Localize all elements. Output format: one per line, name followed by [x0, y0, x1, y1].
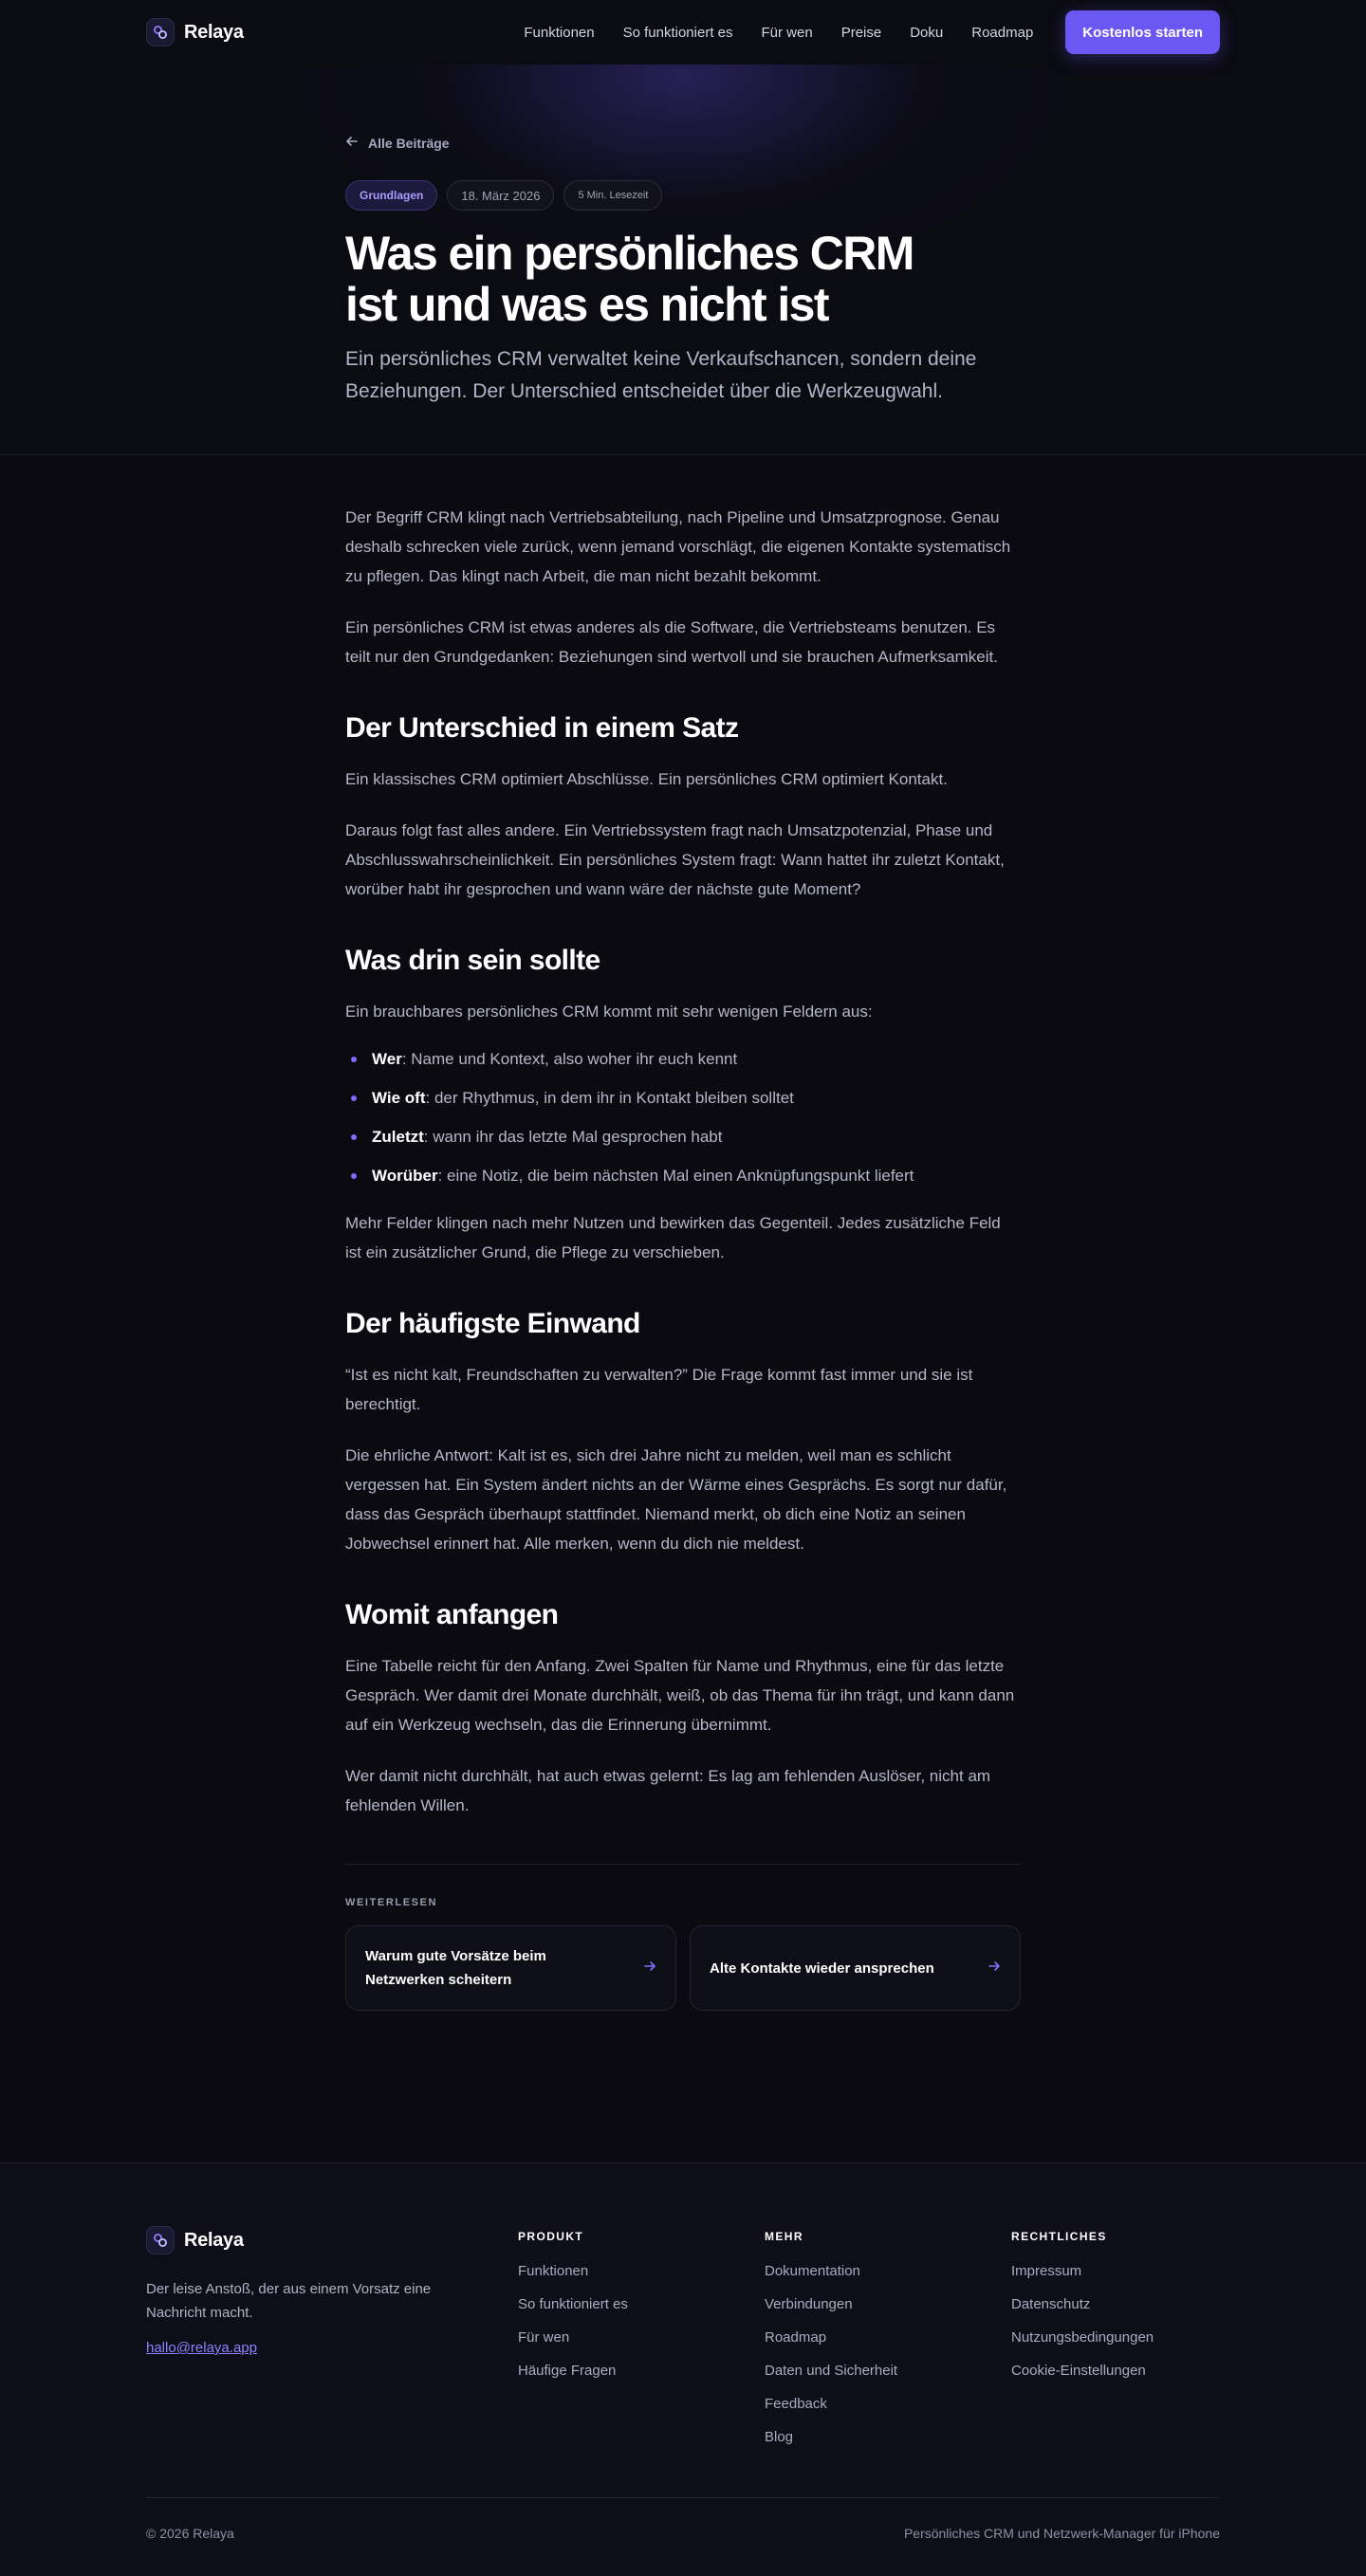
- nav-link-fuer-wen[interactable]: Für wen: [761, 24, 813, 41]
- footer-column-mehr: [765, 2230, 897, 2461]
- lead-paragraph: Ein persönliches CRM verwaltet keine Verkaufschancen, sondern deine Beziehungen. Der Unterschied entscheidet über die Werkzeugwahl.: [345, 348, 977, 402]
- article-paragraph: Wer damit nicht durchhält, hat auch etwas gelernt: Es lag am fehlenden Auslöser, nicht am fehlenden Willen.: [345, 1767, 991, 1814]
- back-label: Alle Beiträge: [368, 135, 450, 151]
- page-title: [345, 228, 952, 330]
- footer-divider: [146, 2497, 1220, 2498]
- article-paragraph: Die ehrliche Antwort: Kalt ist es, sich drei Jahre nicht zu melden, weil man es schlicht vergessen hat. Ein System ändert nichts an der Wärme eines Gesprächs. Es sorgt nur dafür, dass das Gespräch überhaupt stattfindet. Niemand merkt, ob dich eine Notiz an seinen Jobwechsel erinnert hat. Alle merken, wenn du dich nie meldest.: [345, 1446, 1007, 1553]
- arrow-right-icon: [988, 1960, 1001, 1978]
- footer-brand-name: Relaya: [184, 2229, 244, 2251]
- divider: [345, 1864, 1021, 1865]
- article-body: [345, 503, 1021, 2011]
- article-paragraph: Ein brauchbares persönliches CRM kommt mit sehr wenigen Feldern aus:: [345, 1003, 873, 1021]
- footer-tagline: Der leise Anstoß, der aus einem Vorsatz eine Nachricht macht.: [146, 2281, 432, 2321]
- footer-column-heading: PRODUKT: [518, 2230, 584, 2243]
- start-free-button[interactable]: Kostenlos starten: [1065, 10, 1220, 54]
- title-line-1: Was ein persönliches CRM: [345, 227, 914, 280]
- related-post-title: Warum gute Vorsätze beim Netzwerken scheitern: [365, 1948, 546, 1988]
- list-item: [345, 1087, 1021, 1110]
- list-item-text: : wann ihr das letzte Mal gesprochen habt: [423, 1128, 723, 1146]
- article-paragraph: Eine Tabelle reicht für den Anfang. Zwei Spalten für Name und Rhythmus, eine für das letzte Gespräch. Wer damit drei Monate durchhält, weiß, ob das Thema für ihn trägt, und kann dann auf ein Werkzeug wechseln, das die Erinnerung übernimmt.: [345, 1657, 1015, 1734]
- nav-link-doku[interactable]: Doku: [910, 24, 944, 41]
- read-more-label: WEITERLESEN: [345, 1897, 438, 1908]
- related-post-card[interactable]: [345, 1925, 676, 2011]
- footer-link[interactable]: Häufige Fragen: [518, 2363, 617, 2379]
- related-post-title: Alte Kontakte wieder ansprechen: [710, 1960, 934, 1977]
- footer-product-line: Persönliches CRM und Netzwerk-Manager für iPhone: [903, 2526, 1220, 2541]
- article-paragraph: “Ist es nicht kalt, Freundschaften zu verwalten?” Die Frage kommt fast immer und sie ist berechtigt.: [345, 1366, 973, 1413]
- arrow-left-icon: [345, 135, 359, 151]
- nav-link-funktionen[interactable]: Funktionen: [524, 24, 595, 41]
- related-posts: [345, 1925, 1021, 2011]
- post-date: 18. März 2026: [447, 180, 554, 211]
- list-item-term: Wer: [372, 1050, 402, 1068]
- list-item: [345, 1048, 1021, 1071]
- list-item-term: Worüber: [372, 1167, 438, 1185]
- back-to-posts-link[interactable]: [345, 135, 1021, 151]
- footer-link[interactable]: Datenschutz: [1011, 2296, 1091, 2312]
- field-list: [345, 1048, 1021, 1187]
- footer-link[interactable]: Roadmap: [765, 2329, 827, 2346]
- nav-link-preise[interactable]: Preise: [840, 24, 882, 41]
- list-item: [345, 1126, 1021, 1149]
- article-paragraph: Mehr Felder klingen nach mehr Nutzen und bewirken das Gegenteil. Jedes zusätzliche Feld ist ein zusätzlicher Grund, die Pflege zu verschieben.: [345, 1214, 1001, 1261]
- arrow-right-icon: [643, 1960, 656, 1978]
- footer-column-heading: MEHR: [765, 2230, 803, 2243]
- post-meta: [345, 180, 1021, 211]
- footer-column-rechtliches: [1011, 2230, 1154, 2395]
- section-heading: Der häufigste Einwand: [345, 1308, 640, 1339]
- footer-link[interactable]: Funktionen: [518, 2263, 589, 2279]
- footer-link[interactable]: Nutzungsbedingungen: [1011, 2329, 1154, 2346]
- related-post-card[interactable]: [690, 1925, 1021, 2011]
- footer-link[interactable]: Dokumentation: [765, 2263, 860, 2279]
- top-navigation: [0, 0, 1366, 64]
- list-item-text: : Name und Kontext, also woher ihr euch kennt: [401, 1050, 738, 1068]
- list-item-text: : der Rhythmus, in dem ihr in Kontakt bleiben solltet: [425, 1089, 794, 1107]
- footer-column-produkt: [518, 2230, 628, 2395]
- footer-link[interactable]: Daten und Sicherheit: [765, 2363, 898, 2379]
- list-item-term: Wie oft: [372, 1089, 426, 1107]
- copyright: © 2026 Relaya: [146, 2526, 234, 2541]
- footer-brand-link[interactable]: [146, 2226, 244, 2254]
- footer-link[interactable]: Feedback: [765, 2396, 827, 2412]
- relaya-logo-icon: [146, 2226, 175, 2254]
- nav-links: [495, 10, 1220, 54]
- list-item-term: Zuletzt: [372, 1128, 424, 1146]
- article-paragraph: Ein persönliches CRM ist etwas anderes als die Software, die Vertriebsteams benutzen. Es teilt nur den Grundgedanken: Beziehungen sind wertvoll und sie brauchen Aufmerksamkeit.: [345, 618, 998, 666]
- section-heading: Was drin sein sollte: [345, 945, 600, 976]
- title-line-2: ist und was es nicht ist: [345, 278, 828, 331]
- footer-email-link[interactable]: hallo@relaya.app: [146, 2340, 257, 2356]
- footer-link[interactable]: Cookie-Einstellungen: [1011, 2363, 1146, 2379]
- footer-link[interactable]: So funktioniert es: [518, 2296, 628, 2312]
- section-heading: Der Unterschied in einem Satz: [345, 712, 739, 744]
- footer: [0, 2162, 1366, 2576]
- section-heading: Womit anfangen: [345, 1599, 559, 1630]
- footer-link[interactable]: Impressum: [1011, 2263, 1082, 2279]
- article-paragraph: Der Begriff CRM klingt nach Vertriebsabteilung, nach Pipeline und Umsatzprognose. Genau deshalb schrecken viele zurück, wenn jemand vorschlägt, die eigenen Kontakte systematisch zu pflegen. Das klingt nach Arbeit, die man nicht bezahlt bekommt.: [345, 508, 1011, 585]
- footer-column-heading: RECHTLICHES: [1011, 2230, 1107, 2243]
- footer-link[interactable]: Blog: [765, 2429, 794, 2445]
- brand-name: Relaya: [184, 21, 244, 43]
- nav-link-roadmap[interactable]: Roadmap: [971, 24, 1034, 41]
- list-item: [345, 1165, 1021, 1187]
- footer-link[interactable]: Verbindungen: [765, 2296, 853, 2312]
- read-time: 5 Min. Lesezeit: [563, 180, 662, 211]
- brand-link[interactable]: [146, 18, 244, 46]
- list-item-text: : eine Notiz, die beim nächsten Mal einen Anknüpfungspunkt liefert: [437, 1167, 914, 1185]
- nav-link-so-funktioniert-es[interactable]: So funktioniert es: [622, 24, 733, 41]
- footer-link[interactable]: Für wen: [518, 2329, 570, 2346]
- article-paragraph: Daraus folgt fast alles andere. Ein Vertriebssystem fragt nach Umsatzpotenzial, Phase und Abschlusswahrscheinlichkeit. Ein persönliches System fragt: Wann hattet ihr zuletzt Kontakt, worüber habt ihr gesprochen und wann wäre der nächste gute Moment?: [345, 821, 1005, 898]
- category-badge[interactable]: Grundlagen: [345, 180, 437, 211]
- relaya-logo-icon: [146, 18, 175, 46]
- article-paragraph: Ein klassisches CRM optimiert Abschlüsse. Ein persönliches CRM optimiert Kontakt.: [345, 770, 948, 788]
